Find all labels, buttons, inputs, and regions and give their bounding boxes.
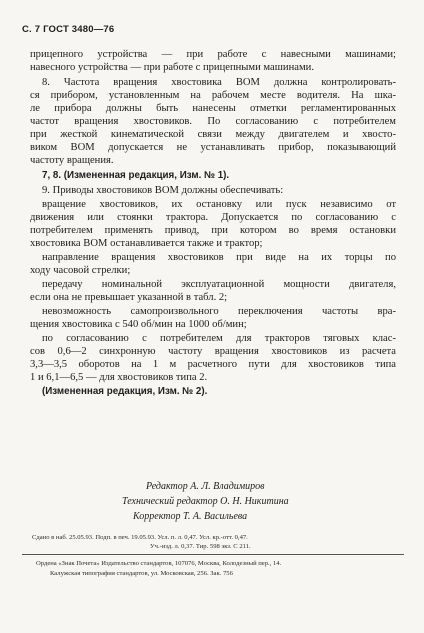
amendment-note: 7, 8. (Измененная редакция, Изм. № 1).	[42, 170, 230, 181]
text-line: 9. Приводы хвостовиков ВОМ должны обеспечивать:	[42, 185, 284, 196]
text-line: ходу часовой стрелки;	[30, 265, 131, 276]
text-line: потребителем применять привод, при котором во время остановки	[30, 225, 396, 236]
text-line: ся прибором, установленным на рабочем месте водителя. На шка-	[30, 90, 396, 101]
editor-name: Т. А. Васильева	[182, 511, 248, 522]
text-line: 3,3—3,5 оборотов на 1 м расчетного пути для хвостовиков типа	[30, 359, 396, 370]
text-line: передачу номинальной эксплуатационной мощности двигателя,	[42, 279, 396, 290]
text-line: сов 0,6—2 синхронную частоту вращения хвостовиков из расчета	[30, 346, 396, 357]
editor-role: Корректор	[133, 511, 181, 522]
imprint-line: Уч.-изд. л. 0,37. Тир. 598 экз. С 211.	[150, 543, 251, 550]
text-line: по согласованию с потребителем для тракторов тяговых клас-	[42, 333, 396, 344]
text-line: если она не превышает указанной в табл. 2;	[30, 292, 228, 303]
text-line: 8. Частота вращения хвостовика ВОМ должна контролировать-	[42, 77, 396, 88]
imprint-line: Калужская типография стандартов, ул. Московская, 256. Зак. 756	[50, 570, 233, 577]
text-line: хвостовика ВОМ останавливается также и трактор;	[30, 238, 263, 249]
divider	[22, 554, 404, 555]
imprint-line: Сдано в наб. 25.05.93. Подп. в печ. 19.05.93. Усл. п. л. 0,47. Усл. кр.-отт. 0,47.	[32, 534, 248, 541]
editor-line	[133, 511, 247, 522]
text-line: вращение хвостовиков, их остановку или пуск независимо от	[42, 199, 396, 210]
editor-name: А. Л. Владимиров	[190, 481, 265, 492]
text-line: 1 и 6,1—6,5 — для хвостовиков типа 2.	[30, 372, 208, 383]
editor-line	[146, 481, 265, 492]
text-line: невозможность самопроизвольного переключения частоты вра-	[42, 306, 396, 317]
amendment-note: (Измененная редакция, Изм. № 2).	[42, 386, 208, 397]
imprint-line: Ордена «Знак Почета» Издательство стандартов, 107076, Москва, Колодезный пер., 14.	[36, 560, 282, 567]
text-line: навесного устройства — при работе с прицепными машинами.	[30, 62, 314, 73]
page-number: С. 7	[22, 24, 41, 35]
text-line: при жесткой кинематической связи между двигателем и хвосто-	[30, 129, 396, 140]
editor-line	[122, 496, 289, 507]
text-line: щения хвостовика с 540 об/мин на 1000 об/мин;	[30, 319, 247, 330]
text-line: частоту вращения.	[30, 155, 114, 166]
text-line: прицепного устройства — при работе с навесными машинами;	[30, 49, 396, 60]
editor-role: Технический редактор	[122, 496, 218, 507]
text-line: ле прибора должны быть нанесены отметки регламентированных	[30, 103, 396, 114]
editor-name: О. Н. Никитина	[220, 496, 289, 507]
text-line: частот вращения хвостовиков. По согласованию с потребителем	[30, 116, 396, 127]
text-line: движения или стоянки трактора. Допускается по согласованию с	[30, 212, 396, 223]
standard-code: ГОСТ 3480—76	[43, 24, 115, 35]
editor-role: Редактор	[146, 481, 188, 492]
text-line: направление вращения хвостовиков при виде на их торцы по	[42, 252, 396, 263]
text-line: виком ВОМ допускается не устанавливать прибор, показывающий	[30, 142, 396, 153]
page-header	[22, 24, 114, 35]
